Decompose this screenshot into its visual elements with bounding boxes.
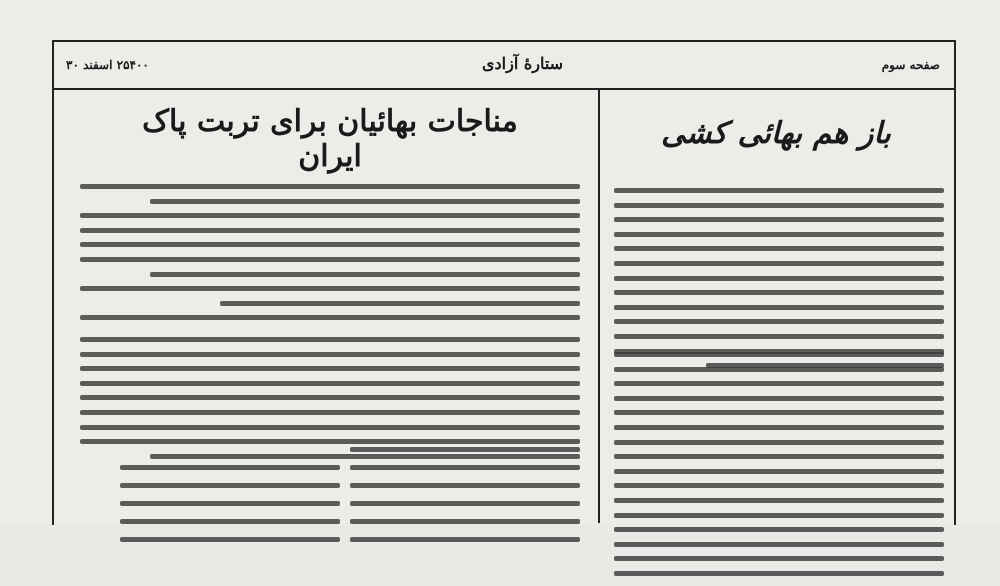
newspaper-name: ستارهٔ آزادی [482,54,564,73]
page-number: صفحه سوم [881,58,940,72]
right-article-body-bottom [614,352,944,586]
left-article-body-top [80,184,580,330]
masthead [52,44,954,90]
right-article-headline: باز هم بهائی کشی [661,116,891,151]
left-article-poem [80,442,580,550]
column-divider [598,88,600,523]
left-article-headline: مناجات بهائیان برای تربت پاک ایران [142,104,518,174]
left-article [60,92,590,523]
right-article-body-top [614,188,944,378]
right-article [606,92,948,523]
issue-date: ۲۵۴۰۰ اسفند ۳۰ [66,58,149,72]
